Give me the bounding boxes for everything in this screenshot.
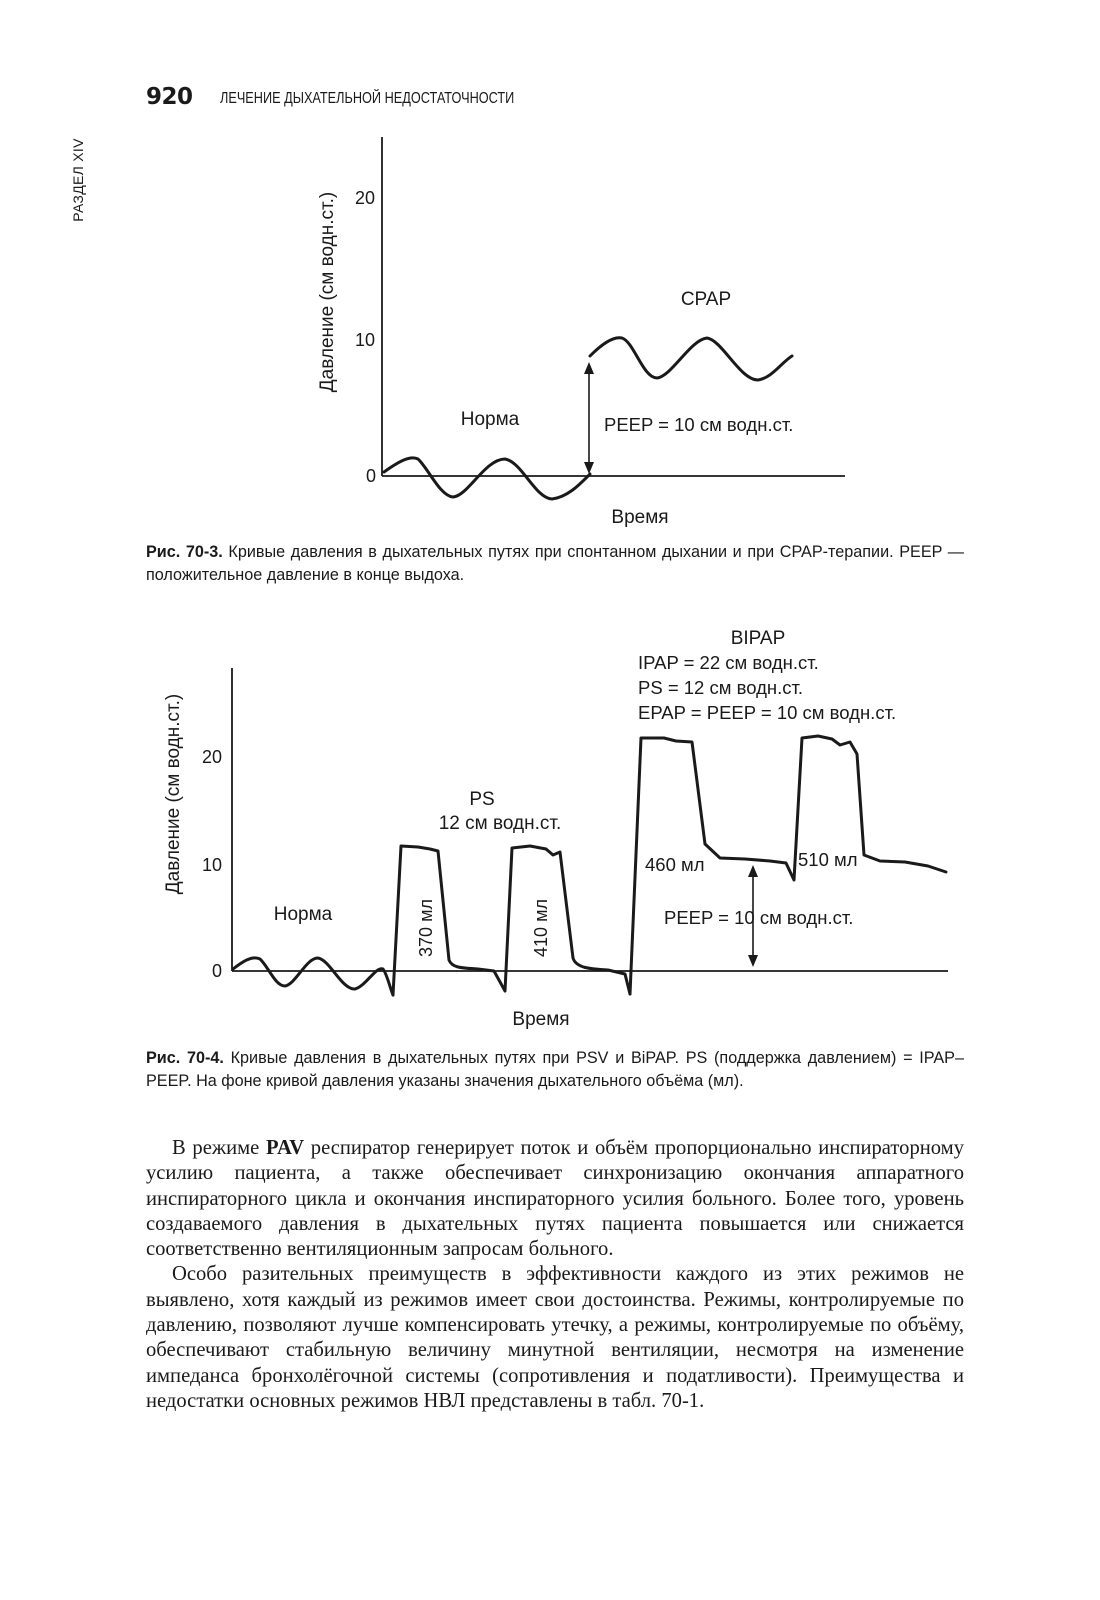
label-peep: PEEP = 10 см водн.ст.: [604, 414, 794, 435]
caption-label: Рис. 70-4.: [146, 1049, 224, 1067]
label-ipap: IPAP = 22 см водн.ст.: [638, 652, 819, 673]
label-norm: Норма: [460, 409, 520, 430]
label-ps: PS = 12 см водн.ст.: [638, 677, 804, 698]
series-line-norm: [233, 958, 393, 995]
section-label: РАЗДЕЛ XIV: [70, 138, 86, 222]
y-tick-label-0: 0: [365, 466, 377, 486]
volume-label-460: 460 мл: [645, 854, 705, 875]
y-tick-label-0: 0: [211, 961, 223, 981]
caption-text: Кривые давления в дыхательных путях при спонтанном дыхании и при CPAP-терапии. PEEP — положительное давление в конце выдоха.: [146, 543, 964, 584]
volume-label-410: 410 мл: [531, 899, 551, 957]
y-axis-label: Давление (см водн.ст.): [163, 693, 184, 895]
term-pav: PAV: [265, 1137, 305, 1159]
y-tick-label-20: 20: [201, 747, 223, 767]
x-axis-label: Время: [611, 507, 669, 528]
paragraph-1: [146, 1136, 964, 1262]
y-tick-label-10: 10: [201, 855, 223, 875]
page-number: 920: [146, 84, 193, 110]
volume-label-510: 510 мл: [798, 849, 858, 870]
paragraph-2: Особо разительных преимуществ в эффективности каждого из этих режимов не выявлено, хотя каждый из режимов имеет свои достоинства. Режимы, контролируемые по давлению, позволяют лучше компенсировать утечку, а режимы, контролируемые по объёму, обеспечивают стабильную величину минутной вентиляции, несмотря на изменение импеданса бронхолёгочной системы (сопротивления и податливости). Преимущества и недостатки основных режимов НВЛ представлены в табл. 70-1.: [146, 1263, 964, 1412]
label-ps-value: 12 см водн.ст.: [438, 813, 562, 834]
label-norm: Норма: [273, 904, 333, 925]
caption-text: Кривые давления в дыхательных путях при PSV и BiPAP. PS (поддержка давлением) = IPAP–PEEP. На фоне кривой давления указаны значения дыхательного объёма (мл).: [146, 1049, 964, 1090]
label-bipap-title: BIPAP: [730, 628, 786, 649]
peep-arrow-head-top: [748, 865, 758, 877]
x-axis-label: Время: [512, 1009, 570, 1030]
label-peep: PEEP = 10 см водн.ст.: [664, 907, 854, 928]
running-head: ЛЕЧЕНИЕ ДЫХАТЕЛЬНОЙ НЕДОСТАТОЧНОСТИ: [220, 90, 515, 107]
figure-70-4-caption: [146, 1047, 964, 1093]
paragraph-1-rest: респиратор генерирует поток и объём пропорционально инспираторному усилию пациента, а также обеспечивает синхронизацию окончания аппаратного инспираторного цикла и окончания инспираторного усилия больного. Более того, уровень создаваемого давления в дыхательных путях пациента повышается или снижается соответственно вентиляционным запросам больного.: [146, 1137, 964, 1261]
label-cpap: CPAP: [680, 289, 732, 310]
label-epap: EPAP = PEEP = 10 см водн.ст.: [638, 702, 897, 723]
y-tick-label-10: 10: [354, 330, 376, 350]
volume-label-370: 370 мл: [416, 899, 436, 957]
paragraph-1-start: В режиме: [172, 1137, 266, 1159]
caption-label: Рис. 70-3.: [146, 543, 223, 561]
peep-arrow-head-bottom: [748, 955, 758, 967]
label-ps-title: PS: [469, 789, 495, 810]
y-axis-label: Давление (см водн.ст.): [317, 191, 338, 393]
body-text: [146, 1136, 964, 1414]
y-tick-label-20: 20: [354, 188, 376, 208]
